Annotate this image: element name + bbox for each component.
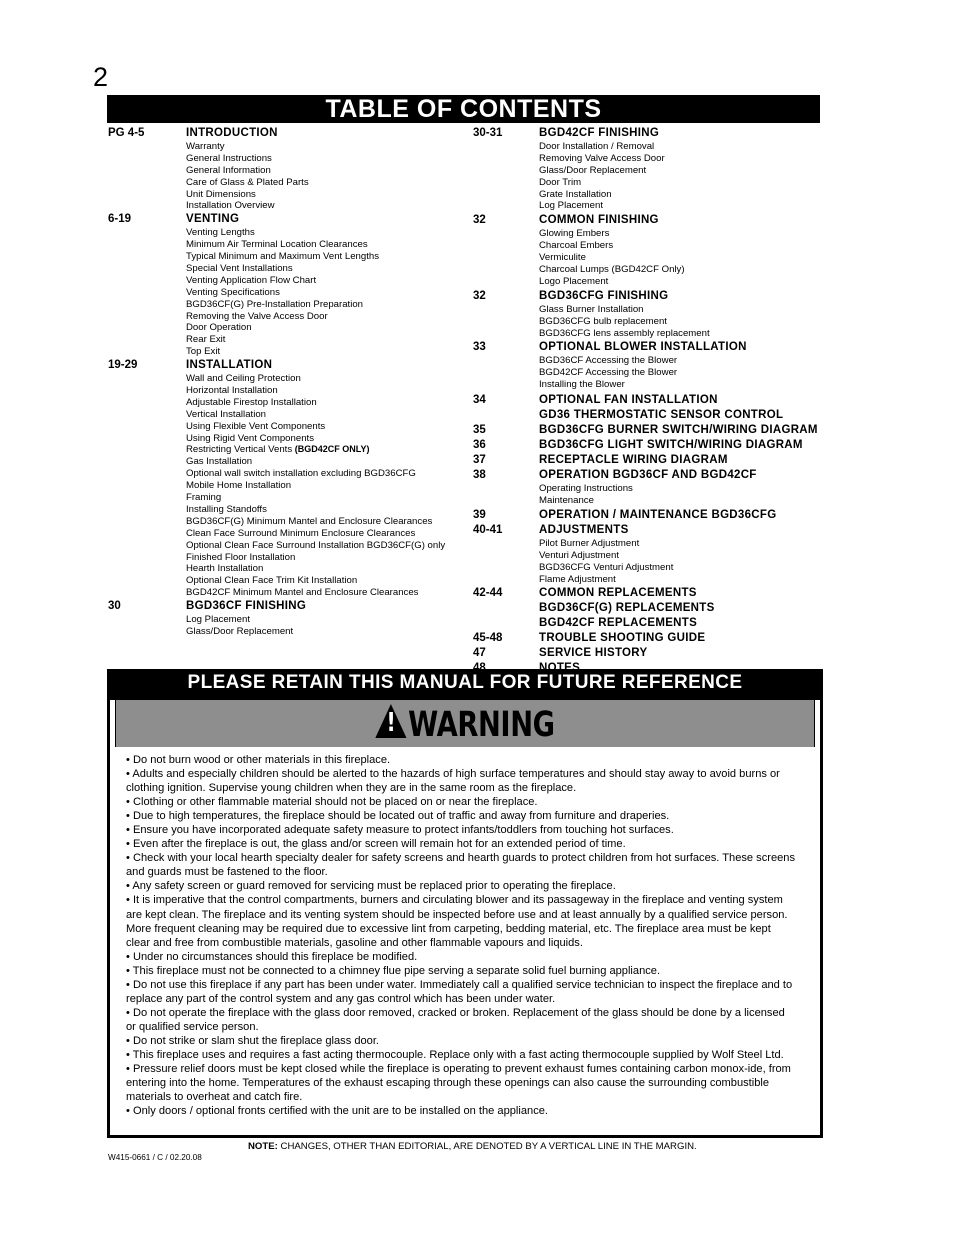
toc-subitem <box>473 240 843 252</box>
toc-section-heading <box>473 468 843 483</box>
toc-section-title: OPERATION BGD36CF AND BGD42CF <box>539 469 757 482</box>
toc-subitem-label: Adjustable Firestop Installation <box>186 396 317 408</box>
toc-section-heading <box>473 508 843 523</box>
toc-page-range: 32 <box>473 289 486 302</box>
toc-subitem-label: Log Placement <box>539 200 603 212</box>
toc-subitem-label: Top Exit <box>186 346 221 358</box>
toc-subitem-label: Vertical Installation <box>186 408 266 420</box>
toc-section <box>473 438 843 453</box>
toc-subitem-label: BGD36CFG lens assembly replacement <box>539 327 710 339</box>
note-text: CHANGES, OTHER THAN EDITORIAL, ARE DENOTED BY A VERTICAL LINE IN THE MARGIN. <box>277 1141 697 1152</box>
toc-section-heading <box>473 408 843 423</box>
toc-subitem <box>108 165 468 177</box>
toc-subitem <box>473 574 843 586</box>
toc-subitem-label: Installation Overview <box>186 200 275 212</box>
toc-subitem-label: Optional Clean Face Surround Installation BGD36CF(G) only <box>186 539 446 551</box>
toc-subitem-label: Door Operation <box>186 322 252 334</box>
toc-subitem <box>473 228 843 240</box>
toc-subitem <box>473 316 843 328</box>
toc-subitem-list <box>108 614 468 638</box>
toc-subitem-list <box>108 373 468 599</box>
toc-subitem-label: Special Vent Installations <box>186 263 293 275</box>
toc-subitem-label: BGD42CF Minimum Mantel and Enclosure Clearances <box>186 587 419 599</box>
toc-subitem-label: Care of Glass & Plated Parts <box>186 176 309 188</box>
note-label: NOTE: <box>248 1141 278 1152</box>
toc-subitem-label: Vermiculite <box>539 252 586 264</box>
toc-subitem <box>108 287 468 299</box>
toc-section-title: BGD42CF REPLACEMENTS <box>539 617 698 630</box>
toc-subitem <box>473 355 843 367</box>
toc-subitem-label: Optional Clean Face Trim Kit Installation <box>186 575 358 587</box>
page-number: 2 <box>93 62 109 92</box>
toc-subitem <box>108 516 468 528</box>
toc-subitem <box>108 227 468 239</box>
toc-page-range: 30 <box>108 600 121 613</box>
toc-subitem-label: Framing <box>186 492 222 504</box>
toc-section-title: BGD36CF FINISHING <box>186 600 307 613</box>
toc-section-title: BGD36CFG LIGHT SWITCH/WIRING DIAGRAM <box>539 439 803 452</box>
toc-subitem-list <box>473 483 843 507</box>
toc-section-title: BGD36CFG BURNER SWITCH/WIRING DIAGRAM <box>539 424 818 437</box>
toc-subitem <box>473 495 843 507</box>
toc-section-heading <box>108 599 468 614</box>
toc-subitem-list <box>108 141 468 212</box>
toc-subitem-label: BGD36CFG bulb replacement <box>539 315 667 327</box>
toc-section-title: VENTING <box>186 213 240 226</box>
toc-subitem-label: Gas Installation <box>186 456 253 468</box>
toc-section-heading <box>473 616 843 631</box>
toc-subitem <box>473 367 843 379</box>
toc-section <box>473 408 843 423</box>
toc-section <box>108 599 468 638</box>
toc-subitem-label: BGD36CF(G) Pre-Installation Preparation <box>186 298 364 310</box>
toc-section-heading <box>473 126 843 141</box>
toc-subitem <box>108 153 468 165</box>
toc-section <box>473 616 843 631</box>
toc-page-range: 42-44 <box>473 587 503 600</box>
toc-subitem <box>108 385 468 397</box>
toc-page-range: 45-48 <box>473 632 503 645</box>
toc-section <box>108 126 468 212</box>
toc-section <box>473 586 843 601</box>
toc-subitem <box>108 552 468 564</box>
toc-subitem-label: Venting Lengths <box>186 227 255 239</box>
toc-section-heading <box>108 358 468 373</box>
toc-section <box>473 340 843 391</box>
toc-subitem <box>473 264 843 276</box>
toc-section-heading <box>473 453 843 468</box>
toc-subitem-label: Removing Valve Access Door <box>539 152 665 164</box>
warning-item: • Clothing or other flammable material should not be placed on or near the fireplace. <box>126 796 538 809</box>
toc-subitem-label: BGD36CFG Venturi Adjustment <box>539 561 674 573</box>
restricting-note: (BGD42CF ONLY) <box>294 444 370 455</box>
toc-subitem <box>473 153 843 165</box>
toc-subitem <box>108 575 468 587</box>
toc-section <box>108 212 468 358</box>
toc-section-title: OPERATION / MAINTENANCE BGD36CFG <box>539 508 777 521</box>
toc-section-title: BGD42CF FINISHING <box>539 127 660 139</box>
toc-subitem-list <box>473 304 843 340</box>
warning-item: • Do not use this fireplace if any part has been under water. Immediately call a qualified service technician to inspect the fireplace and to replace any part of the control system and any gas control which has been under water. <box>126 978 793 1005</box>
toc-subitem <box>108 587 468 599</box>
toc-subitem-label: Using Rigid Vent Components <box>186 432 314 444</box>
warning-header <box>115 700 815 747</box>
toc-subitem <box>108 397 468 409</box>
toc-page-range: 6-19 <box>108 213 132 226</box>
toc-subitem <box>108 480 468 492</box>
toc-subitem-label: Grate Installation <box>539 188 612 200</box>
toc-section <box>473 646 843 661</box>
toc-subitem <box>108 299 468 311</box>
toc-subitem-label: Charcoal Lumps (BGD42CF Only) <box>539 264 685 276</box>
toc-subitem <box>108 504 468 516</box>
toc-subitem-list <box>473 228 843 287</box>
toc-subitem <box>108 528 468 540</box>
toc-subitem <box>108 275 468 287</box>
toc-title-banner: TABLE OF CONTENTS <box>107 95 820 123</box>
warning-item: • Only doors / optional fronts certified with the unit are to be installed on the appliance. <box>126 1105 548 1118</box>
toc-subitem <box>473 177 843 189</box>
toc-page-range: 32 <box>473 214 486 227</box>
toc-subitem <box>473 200 843 212</box>
warning-list <box>126 753 796 1118</box>
toc-section <box>473 213 843 287</box>
toc-subitem <box>108 433 468 445</box>
toc-section <box>473 393 843 408</box>
toc-section-heading <box>108 212 468 227</box>
toc-subitem <box>108 492 468 504</box>
toc-section-title: SERVICE HISTORY <box>539 647 648 660</box>
toc-subitem-label: BGD36CF(G) Minimum Mantel and Enclosure Clearances <box>186 515 433 527</box>
warning-item: • Adults and especially children should be alerted to the hazards of high surface temperatures and should stay away to avoid burns or clothing ignition. Supervise young children when they are in the same room as the fireplace. <box>126 768 780 795</box>
toc-section-heading <box>473 586 843 601</box>
toc-subitem-label: Mobile Home Installation <box>186 480 292 492</box>
warning-item: • Ensure you have incorporated adequate safety measure to protect infants/toddlers from touching hot surfaces. <box>126 824 674 837</box>
toc-subitem-label: Pilot Burner Adjustment <box>539 537 640 549</box>
toc-subitem <box>108 614 468 626</box>
toc-subitem <box>473 483 843 495</box>
toc-subitem-label: Glass/Door Replacement <box>539 164 647 176</box>
toc-subitem <box>108 563 468 575</box>
toc-subitem <box>473 550 843 562</box>
toc-subitem-label: BGD36CF Accessing the Blower <box>539 355 678 367</box>
toc-subitem <box>473 328 843 340</box>
toc-subitem-label: Door Installation / Removal <box>539 141 655 152</box>
toc-subitem-label: Logo Placement <box>539 275 609 287</box>
toc-section-heading <box>108 126 468 141</box>
toc-subitem <box>473 141 843 153</box>
toc-subitem <box>108 251 468 263</box>
toc-section-title: INTRODUCTION <box>186 127 278 139</box>
toc-page-range: 19-29 <box>108 359 138 372</box>
toc-subitem <box>473 252 843 264</box>
toc-section-heading <box>473 340 843 355</box>
toc-page-range: 40-41 <box>473 523 503 536</box>
toc-section-title: COMMON FINISHING <box>539 214 659 227</box>
toc-section-title: INSTALLATION <box>186 359 273 372</box>
toc-section-title: ADJUSTMENTS <box>539 523 629 536</box>
retain-manual-banner: PLEASE RETAIN THIS MANUAL FOR FUTURE REFERENCE <box>107 669 823 697</box>
toc-subitem <box>108 444 468 456</box>
warning-item: • Check with your local hearth specialty dealer for safety screens and hearth guards to protect children from hot surfaces. These screens and guards must be fastened to the floor. <box>126 852 796 879</box>
warning-item: • Even after the fireplace is out, the glass and/or screen will remain hot for an extended period of time. <box>126 838 626 851</box>
toc-subitem-label: Warranty <box>186 141 225 152</box>
toc-subitem <box>108 322 468 334</box>
toc-subitem <box>473 379 843 391</box>
toc-right-column <box>473 126 843 676</box>
warning-item: • Due to high temperatures, the fireplace should be located out of traffic and away from furniture and draperies. <box>126 810 670 823</box>
toc-subitem-list <box>473 141 843 212</box>
toc-subitem <box>473 538 843 550</box>
toc-subitem-label: Charcoal Embers <box>539 240 614 252</box>
toc-subitem-label: General Instructions <box>186 152 272 164</box>
toc-section-heading <box>473 601 843 616</box>
toc-section-title: GD36 THERMOSTATIC SENSOR CONTROL <box>539 409 784 422</box>
toc-subitem-label: Door Trim <box>539 176 582 188</box>
toc-subitem <box>108 346 468 358</box>
toc-subitem <box>108 263 468 275</box>
toc-subitem-label: Restricting Vertical Vents <box>186 444 293 456</box>
toc-page-range: PG 4-5 <box>108 127 145 139</box>
toc-section-heading <box>473 631 843 646</box>
toc-section <box>473 523 843 586</box>
toc-section <box>473 453 843 468</box>
warning-item: • Under no circumstances should this fireplace be modified. <box>126 950 418 963</box>
toc-subitem-label: Typical Minimum and Maximum Vent Lengths <box>186 251 380 263</box>
toc-section-heading <box>473 289 843 304</box>
toc-page-range: 35 <box>473 424 486 437</box>
toc-subitem-list <box>473 538 843 586</box>
toc-subitem <box>108 468 468 480</box>
toc-subitem <box>108 239 468 251</box>
toc-subitem-label: Glass Burner Installation <box>539 303 644 315</box>
toc-section-title: TROUBLE SHOOTING GUIDE <box>539 632 706 645</box>
toc-subitem-label: Wall and Ceiling Protection <box>186 373 301 385</box>
toc-subitem <box>108 177 468 189</box>
toc-subitem <box>108 626 468 638</box>
toc-page-range: 37 <box>473 454 486 467</box>
toc-subitem-label: Maintenance <box>539 495 594 507</box>
toc-subitem-label: Removing the Valve Access Door <box>186 310 328 322</box>
toc-subitem-label: Unit Dimensions <box>186 188 256 200</box>
toc-section <box>473 468 843 507</box>
toc-subitem-label: Glass/Door Replacement <box>186 625 294 637</box>
toc-subitem-label: Minimum Air Terminal Location Clearances <box>186 239 368 251</box>
toc-left-column <box>108 126 468 638</box>
toc-subitem <box>473 304 843 316</box>
toc-section <box>108 358 468 599</box>
toc-subitem <box>108 373 468 385</box>
toc-subitem-label: Venting Application Flow Chart <box>186 274 317 286</box>
toc-section-heading <box>473 438 843 453</box>
toc-section-title: BGD36CF(G) REPLACEMENTS <box>539 602 715 615</box>
toc-subitem-label: Venturi Adjustment <box>539 549 619 561</box>
toc-subitem <box>108 141 468 153</box>
toc-subitem <box>108 189 468 201</box>
toc-page-range: 34 <box>473 394 486 407</box>
toc-section-title: BGD36CFG FINISHING <box>539 289 669 302</box>
toc-subitem-label: BGD42CF Accessing the Blower <box>539 367 678 379</box>
toc-subitem-label: Hearth Installation <box>186 563 264 575</box>
warning-item: • This fireplace uses and requires a fast acting thermocouple. Replace only with a fast acting thermocouple supplied by Wolf Steel Ltd. <box>126 1048 784 1061</box>
toc-section-heading <box>473 213 843 228</box>
toc-subitem <box>473 165 843 177</box>
toc-section <box>473 508 843 523</box>
toc-subitem-label: Glowing Embers <box>539 228 610 240</box>
toc-section <box>473 289 843 340</box>
toc-section <box>473 601 843 616</box>
toc-subitem-label: Horizontal Installation <box>186 385 278 397</box>
toc-subitem-list <box>473 355 843 391</box>
toc-subitem <box>473 562 843 574</box>
toc-section-heading <box>473 646 843 661</box>
warning-item: • Do not operate the fireplace with the glass door removed, cracked or broken. Replacement of the glass should be done by a licensed or qualified service person. <box>126 1006 785 1033</box>
toc-subitem <box>108 540 468 552</box>
toc-page-range: 30-31 <box>473 127 503 139</box>
toc-section <box>473 631 843 646</box>
toc-section-title: OPTIONAL FAN INSTALLATION <box>539 394 718 407</box>
toc-subitem-label: Installing Standoffs <box>186 503 267 515</box>
toc-page-range: 47 <box>473 647 486 660</box>
warning-title: WARNING <box>408 705 555 745</box>
toc-subitem-label: Installing the Blower <box>539 379 625 391</box>
toc-subitem <box>108 409 468 421</box>
toc-section <box>473 423 843 438</box>
toc-page-range: 39 <box>473 508 486 521</box>
warning-item: • Do not strike or slam shut the fireplace glass door. <box>126 1034 379 1047</box>
toc-subitem <box>108 311 468 323</box>
toc-subitem <box>108 421 468 433</box>
toc-subitem <box>108 200 468 212</box>
toc-subitem-list <box>108 227 468 358</box>
warning-triangle-icon: ! <box>375 704 406 738</box>
toc-section <box>473 126 843 212</box>
toc-section-heading <box>473 393 843 408</box>
toc-subitem <box>473 189 843 201</box>
toc-subitem-label: Log Placement <box>186 614 250 626</box>
toc-subitem-label: General Information <box>186 164 271 176</box>
toc-subitem <box>108 334 468 346</box>
toc-page-range: 33 <box>473 341 486 354</box>
warning-item: • Do not burn wood or other materials in this fireplace. <box>126 754 391 766</box>
toc-subitem <box>473 276 843 288</box>
toc-subitem-label: Operating Instructions <box>539 483 633 495</box>
toc-section-heading <box>473 523 843 538</box>
toc-section-title: OPTIONAL BLOWER INSTALLATION <box>539 341 747 354</box>
toc-subitem <box>108 456 468 468</box>
toc-subitem-label: Flame Adjustment <box>539 573 616 585</box>
toc-subitem-label: Venting Specifications <box>186 286 280 298</box>
toc-section-title: RECEPTACLE WIRING DIAGRAM <box>539 454 728 467</box>
warning-box <box>107 697 823 1138</box>
toc-subitem-label: Rear Exit <box>186 334 226 346</box>
toc-subitem-label: Clean Face Surround Minimum Enclosure Clearances <box>186 527 416 539</box>
toc-page-range: 36 <box>473 439 486 452</box>
warning-item: • Pressure relief doors must be kept closed while the fireplace is operating to prevent exhaust fumes containing carbon monox-ide, from entering into the home. Temperatures of the exhaust escaping through these openings can also cause the surrounding combustible materials to overheat and catch fire. <box>126 1063 791 1104</box>
toc-section-heading <box>473 423 843 438</box>
toc-subitem-label: Optional wall switch installation excluding BGD36CFG <box>186 468 416 480</box>
warning-item: • This fireplace must not be connected to a chimney flue pipe serving a separate solid fuel burning appliance. <box>126 964 661 977</box>
toc-subitem-label: Using Flexible Vent Components <box>186 420 326 432</box>
toc-section-title: COMMON REPLACEMENTS <box>539 587 697 600</box>
toc-subitem-label: Finished Floor Installation <box>186 551 296 563</box>
toc-page-range: 38 <box>473 469 486 482</box>
warning-item: • It is imperative that the control compartments, burners and circulating blower and its passageway in the fireplace and venting system are kept clean. The fireplace and its venting system should be inspected before use and at least annually by a qualified service person. More frequent cleaning may be required due to excessive lint from carpeting, bedding material, etc. The fireplace area must be kept clear and free from combustible materials, gasoline and other flammable vapours and liquids. <box>126 894 788 949</box>
changes-note <box>248 1141 697 1152</box>
warning-item: • Any safety screen or guard removed for servicing must be replaced prior to operating the fireplace. <box>126 880 616 893</box>
document-code: W415-0661 / C / 02.20.08 <box>108 1153 202 1162</box>
